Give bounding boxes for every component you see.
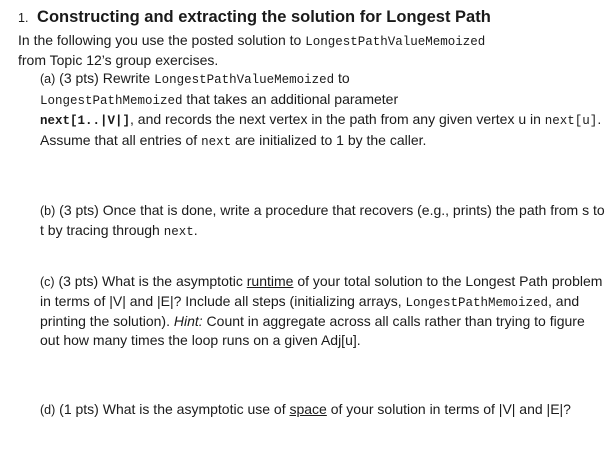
part-d-text: (1 pts) What is the asymptotic use of	[55, 401, 290, 417]
part-b-text: (3 pts) Once that is done, write a procedure that recovers (e.g., prints) the path from s to t by tracing through	[40, 202, 605, 238]
part-a-text: are initialized to 1 by the caller.	[231, 131, 427, 148]
part-c-hint-label: Hint:	[173, 313, 203, 329]
part-a-text: , and records the next vertex in the path from any given vertex u in	[130, 111, 545, 127]
part-d	[40, 400, 606, 420]
part-d-underlined: space	[289, 401, 327, 417]
part-c-text: of your total solution to the Longest Path problem in terms of |V| and |E|? Include all steps (initializing arrays,	[40, 273, 603, 309]
question-title: Constructing and extracting the solution for Longest Path	[37, 8, 491, 26]
part-c-text: Count in aggregate across all calls rather than trying to figure out how many times the loop runs on a given Adj[u].	[40, 313, 585, 348]
part-a-code: LongestPathMemoized	[40, 93, 183, 108]
part-a-text: to	[334, 70, 350, 86]
question-intro	[18, 31, 608, 69]
part-a-code: next	[201, 134, 232, 149]
part-c-label: (c)	[40, 275, 55, 289]
intro-code: LongestPathValueMemoized	[305, 35, 486, 49]
part-a-label: (a)	[40, 72, 56, 86]
part-a-code-bold: next[1..|V|]	[40, 114, 131, 128]
part-a-text: (3 pts) Rewrite	[55, 70, 155, 86]
part-b-text: .	[193, 221, 198, 238]
part-b-label: (b)	[40, 204, 56, 218]
part-a-code: next[u]	[544, 114, 598, 128]
intro-text: In the following you use the posted solution to	[18, 32, 306, 48]
part-c-text: (3 pts) What is the asymptotic	[54, 273, 247, 289]
part-a-code: LongestPathValueMemoized	[154, 73, 335, 87]
part-c-underlined: runtime	[246, 273, 294, 289]
part-d-label: (d)	[40, 403, 56, 417]
part-d-text: of your solution in terms of |V| and |E|?	[326, 401, 571, 417]
question-number: 1.	[18, 11, 29, 25]
question-heading	[18, 8, 491, 27]
part-b	[40, 201, 606, 241]
part-a	[40, 69, 606, 151]
part-a-text: that takes an additional parameter	[182, 90, 399, 107]
part-c-code: LongestPathMemoized	[405, 295, 549, 310]
part-c	[40, 272, 606, 349]
intro-text-2: from Topic 12’s group exercises.	[18, 52, 219, 68]
part-c-text: , and printing the solution).	[40, 292, 580, 329]
part-b-code: next	[163, 224, 194, 239]
part-a-text: . Assume that all entries of	[40, 111, 602, 148]
